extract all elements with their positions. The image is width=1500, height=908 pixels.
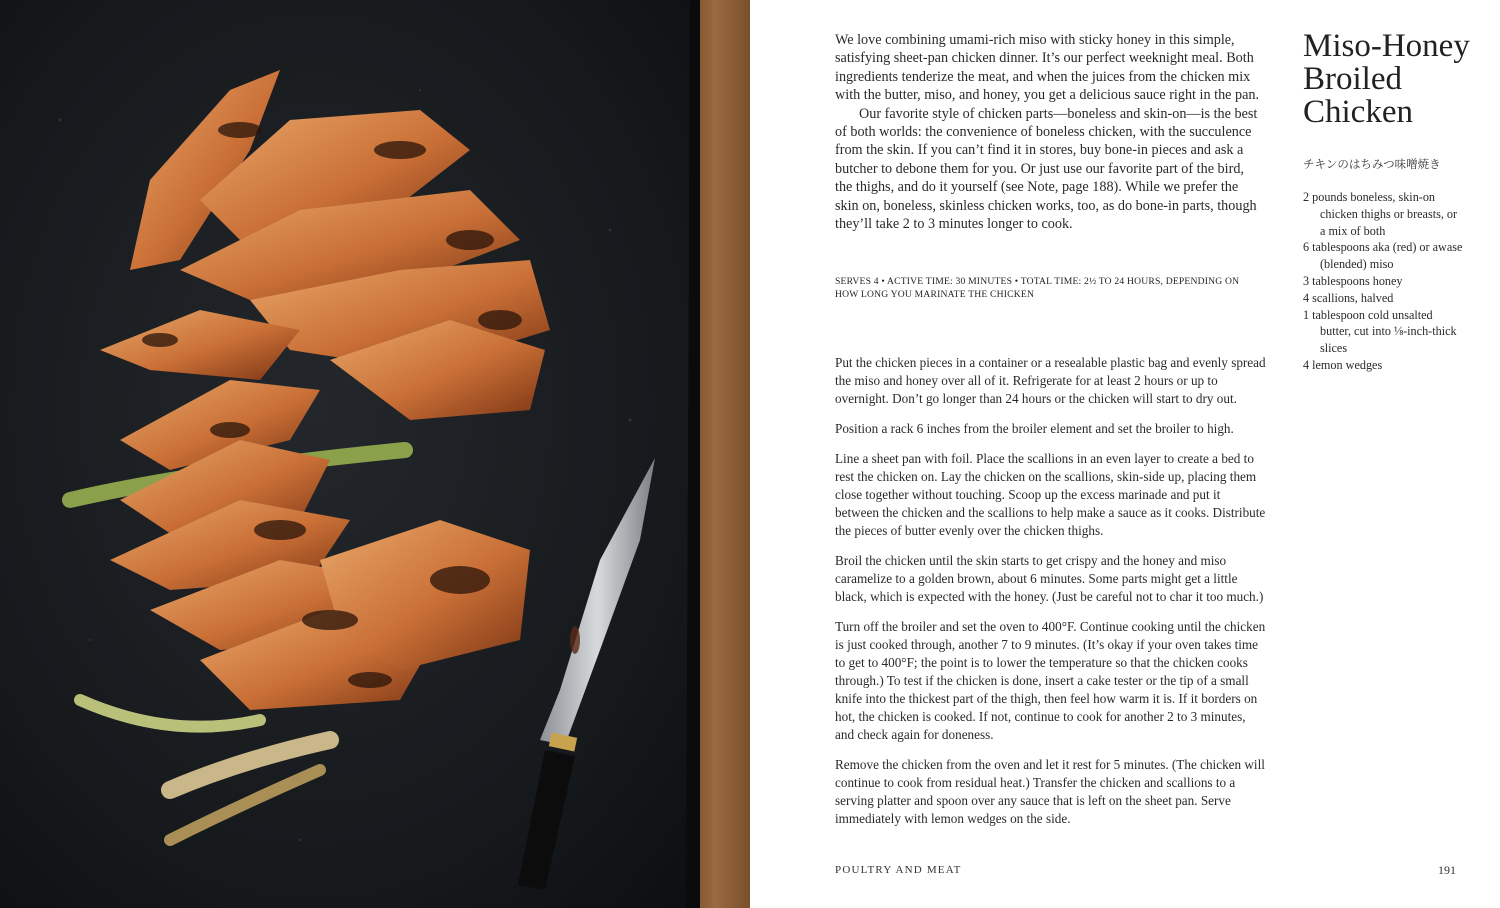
title-line: Miso-Honey <box>1303 28 1470 64</box>
step: Position a rack 6 inches from the broiler element and set the broiler to high. <box>835 421 1234 436</box>
running-footer-section: POULTRY AND MEAT <box>835 864 962 876</box>
ingredient-item: 6 tablespoons aka (red) or awase (blended) miso <box>1303 240 1463 272</box>
recipe-steps <box>835 354 1267 840</box>
title-line: Chicken <box>1303 94 1413 130</box>
recipe-page <box>750 0 1500 908</box>
recipe-meta: SERVES 4 • ACTIVE TIME: 30 MINUTES • TOTAL TIME: 2½ TO 24 HOURS, DEPENDING ON HOW LONG YOU MARINATE THE CHICKEN <box>835 276 1240 300</box>
step: Put the chicken pieces in a container or a resealable plastic bag and evenly spread the miso and honey over all of it. Refrigerate for at least 2 hours or up to overnight. Don’t go longer than 24 hours or the chicken will start to dry out. <box>835 355 1266 406</box>
step: Line a sheet pan with foil. Place the scallions in an even layer to create a bed to rest the chicken on. Lay the chicken on the scallions, skin-side up, placing them close together without touching. Scoop up the excess marinade and put it between the chicken and the scallions to help make a sauce as it cooks. Distribute the pieces of butter evenly over the chicken thighs. <box>835 451 1266 538</box>
recipe-title <box>1303 30 1493 129</box>
intro-paragraph: We love combining umami-rich miso with sticky honey in this simple, satisfying sheet-pan chicken dinner. It’s our perfect weeknight meal. Both ingredients tenderize the meat, and when the juices from the chicken mix with the butter, miso, and honey, you get a delicious sauce right in the pan. <box>835 32 1260 104</box>
page-number: 191 <box>1438 863 1456 877</box>
title-line: Broiled <box>1303 61 1402 97</box>
step: Broil the chicken until the skin starts to get crispy and the honey and miso caramelize to a golden brown, about 6 minutes. Some parts might get a little black, which is expected with the honey. (Just be careful not to char it too much.) <box>835 553 1264 604</box>
step: Remove the chicken from the oven and let it rest for 5 minutes. (The chicken will continue to cook from residual heat.) Transfer the chicken and scallions to a serving platter and spoon over any sauce that is left on the sheet pan. Serve immediately with lemon wedges on the side. <box>835 757 1265 826</box>
ingredient-item: 4 scallions, halved <box>1303 290 1394 305</box>
ingredient-item: 2 pounds boneless, skin-on chicken thighs or breasts, or a mix of both <box>1303 190 1458 238</box>
ingredient-item: 3 tablespoons honey <box>1303 273 1403 288</box>
ingredient-item: 4 lemon wedges <box>1303 357 1383 372</box>
recipe-intro <box>835 31 1263 233</box>
ingredient-item: 1 tablespoon cold unsalted butter, cut into ⅛-inch-thick slices <box>1303 307 1457 356</box>
ingredient-list <box>1303 189 1463 374</box>
step: Turn off the broiler and set the oven to 400°F. Continue cooking until the chicken is just cooked through, another 7 to 9 minutes. (It’s okay if your oven takes time to get to 400°F; the point is to lower the temperature so that the chicken cooks through.) To test if the chicken is done, insert a cake tester or the tip of a small knife into the thickest part of the thigh, then feel how warm it is. If it borders on hot, the chicken is cooked. If not, continue to cook for another 2 to 3 minutes, and check again for doneness. <box>835 619 1266 742</box>
japanese-title: チキンのはちみつ味噌焼き <box>1303 157 1441 171</box>
intro-paragraph: Our favorite style of chicken parts—boneless and skin-on—is the best of both worlds: the convenience of boneless chicken, with the succulence from the skin. If you can’t find it in stores, buy bone-in pieces and ask a butcher to debone them for you. Or just use our favorite part of the bird, the thighs, and do it yourself (see Note, page 188). While we prefer the skin on, boneless, skinless chicken works, too, as do bone-in parts, though they’ll take 2 to 3 minutes longer to cook. <box>835 105 1258 233</box>
